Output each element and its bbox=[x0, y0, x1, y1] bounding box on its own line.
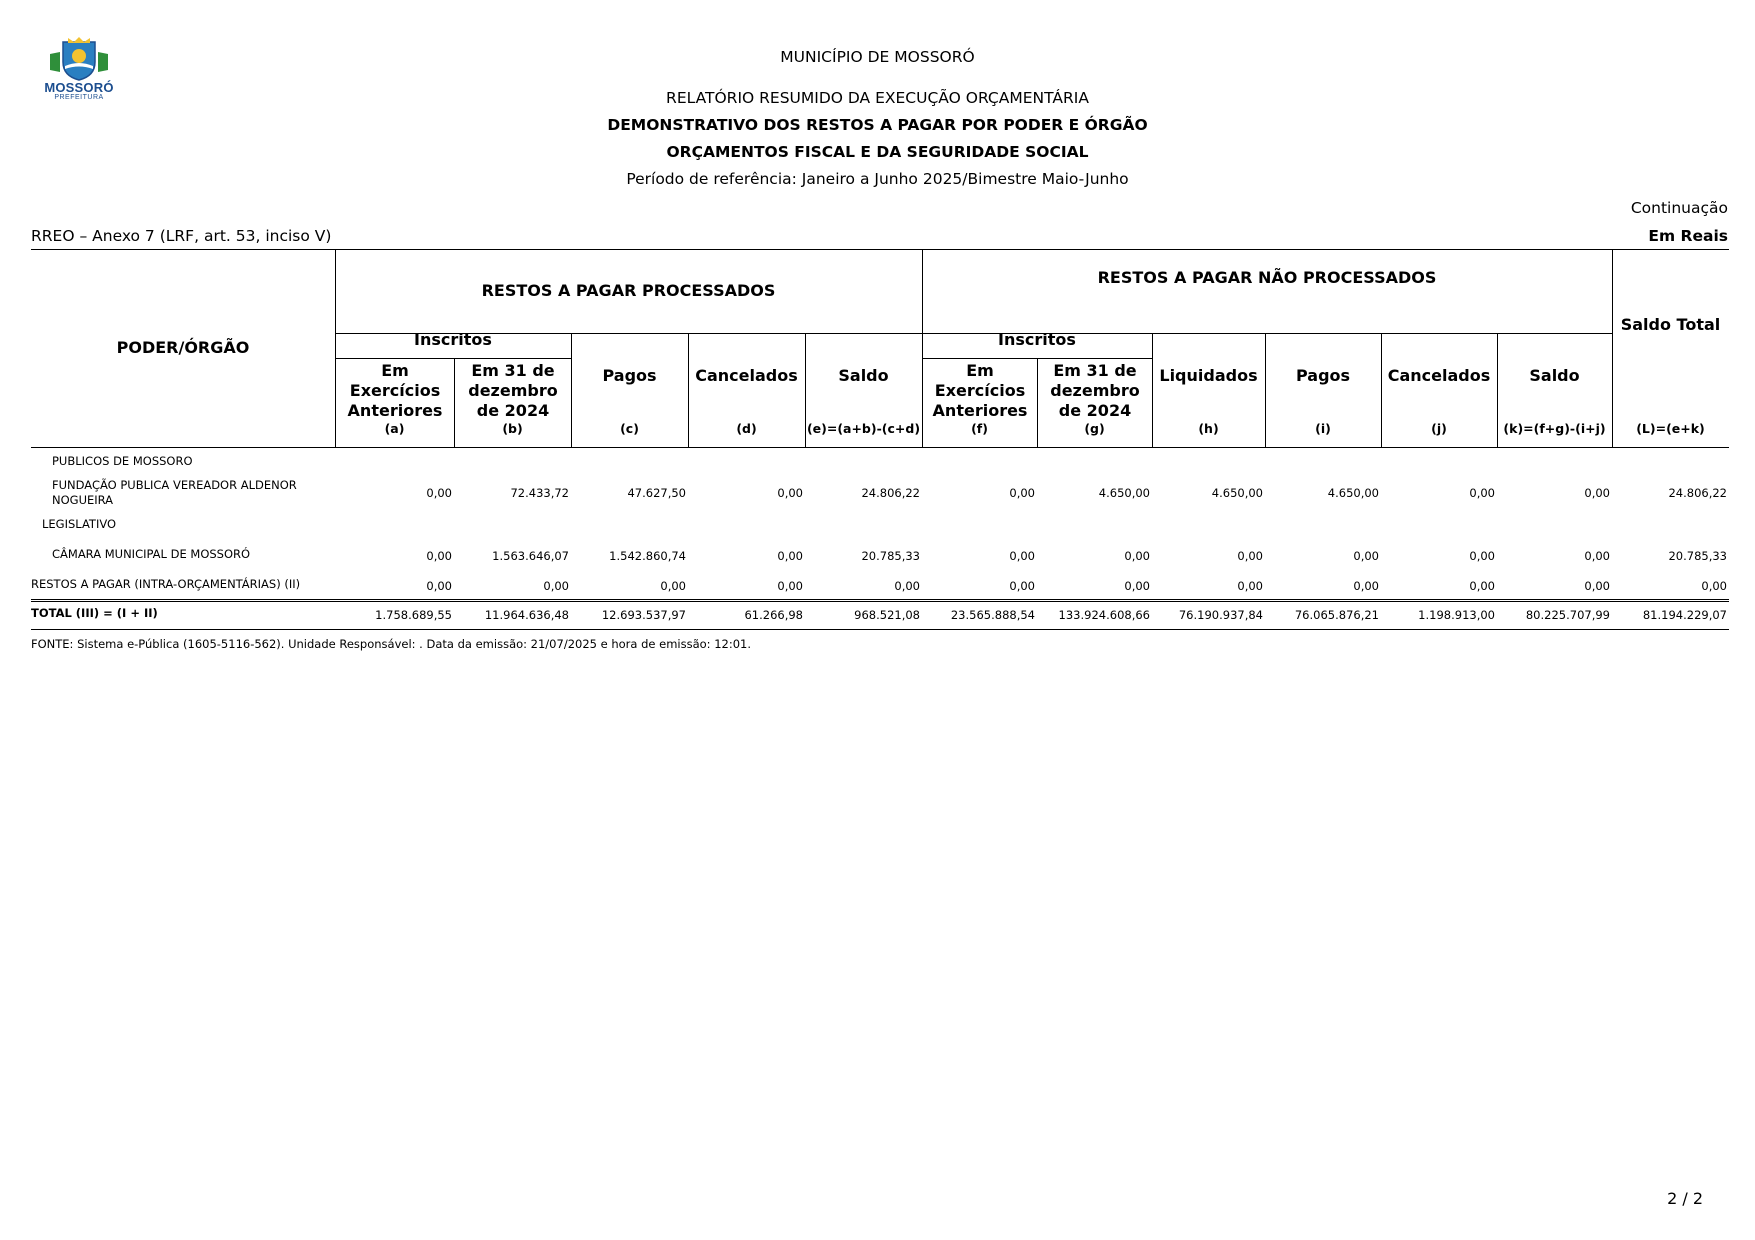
column-header-g: Em 31 de dezembro de 2024 bbox=[1050, 361, 1140, 420]
table-cell: 0,00 bbox=[1469, 579, 1495, 593]
row-label: TOTAL (III) = (I + II) bbox=[31, 606, 158, 620]
group-header-nao-processados: RESTOS A PAGAR NÃO PROCESSADOS bbox=[1097, 268, 1437, 287]
table-cell: 0,00 bbox=[426, 549, 452, 563]
table-cell: 0,00 bbox=[777, 579, 803, 593]
column-code-a: (a) bbox=[384, 421, 405, 436]
table-cell: 0,00 bbox=[1469, 549, 1495, 563]
column-header-i: Pagos bbox=[1295, 366, 1351, 385]
table-cell: 4.650,00 bbox=[1327, 486, 1379, 500]
report-title: RELATÓRIO RESUMIDO DA EXECUÇÃO ORÇAMENTÁRIA bbox=[666, 89, 1089, 107]
table-cell: 1.198.913,00 bbox=[1418, 608, 1495, 622]
row-label: FUNDAÇÃO PUBLICA VEREADOR ALDENOR NOGUEIRA bbox=[52, 478, 297, 507]
table-cell: 0,00 bbox=[777, 486, 803, 500]
table-cell: 4.650,00 bbox=[1098, 486, 1150, 500]
table-cell: 81.194.229,07 bbox=[1642, 608, 1727, 622]
column-code-g: (g) bbox=[1084, 421, 1105, 436]
table-cell: 0,00 bbox=[1353, 579, 1379, 593]
table-cell: 0,00 bbox=[1469, 486, 1495, 500]
table-cell: 0,00 bbox=[1237, 579, 1263, 593]
table-cell: 0,00 bbox=[1584, 549, 1610, 563]
column-header-saldo-total: Saldo Total bbox=[1620, 315, 1721, 334]
table-cell: 0,00 bbox=[426, 579, 452, 593]
table-cell: 968.521,08 bbox=[854, 608, 920, 622]
continuation-label: Continuação bbox=[1630, 199, 1728, 217]
column-header-j: Cancelados bbox=[1387, 366, 1491, 385]
logo-name: MOSSORÓ bbox=[44, 80, 114, 95]
table-cell: 80.225.707,99 bbox=[1525, 608, 1610, 622]
document-title: DEMONSTRATIVO DOS RESTOS A PAGAR POR PODER E ÓRGÃO bbox=[607, 116, 1148, 134]
row-label: RESTOS A PAGAR (INTRA-ORÇAMENTÁRIAS) (II) bbox=[31, 577, 301, 591]
table-cell: 20.785,33 bbox=[861, 549, 920, 563]
table-cell: 0,00 bbox=[1701, 579, 1727, 593]
column-code-d: (d) bbox=[736, 421, 757, 436]
column-header-a: Em Exercícios Anteriores bbox=[347, 361, 443, 420]
column-header-f: Em Exercícios Anteriores bbox=[932, 361, 1028, 420]
annex-label: RREO – Anexo 7 (LRF, art. 53, inciso V) bbox=[31, 227, 332, 245]
table-cell: 0,00 bbox=[660, 579, 686, 593]
table-cell: 0,00 bbox=[1584, 579, 1610, 593]
column-code-i: (i) bbox=[1315, 421, 1331, 436]
table-cell: 0,00 bbox=[1584, 486, 1610, 500]
table-cell: 76.065.876,21 bbox=[1294, 608, 1379, 622]
table-cell: 0,00 bbox=[1124, 579, 1150, 593]
column-code-h: (h) bbox=[1198, 421, 1219, 436]
table-cell: 1.758.689,55 bbox=[375, 608, 452, 622]
table-cell: 133.924.608,66 bbox=[1058, 608, 1150, 622]
table-cell: 76.190.937,84 bbox=[1178, 608, 1263, 622]
table-cell: 0,00 bbox=[777, 549, 803, 563]
source-note: FONTE: Sistema e-Pública (1605-5116-562). Unidade Responsável: . Data da emissão: 21/07/2025 e hora de emissão: 12:01. bbox=[31, 637, 751, 651]
column-header-e: Saldo bbox=[838, 366, 889, 385]
column-header-b: Em 31 de dezembro de 2024 bbox=[468, 361, 558, 420]
column-code-k: (k)=(f+g)-(i+j) bbox=[1503, 421, 1606, 436]
table-cell: 72.433,72 bbox=[510, 486, 569, 500]
table-cell: 0,00 bbox=[426, 486, 452, 500]
column-code-f: (f) bbox=[971, 421, 988, 436]
table-cell: 47.627,50 bbox=[627, 486, 686, 500]
column-header-c: Pagos bbox=[602, 366, 657, 385]
municipality-title: MUNICÍPIO DE MOSSORÓ bbox=[780, 48, 975, 66]
total-separator bbox=[31, 599, 1729, 600]
table-cell: 0,00 bbox=[543, 579, 569, 593]
table-cell: 0,00 bbox=[1009, 486, 1035, 500]
column-code-j: (j) bbox=[1431, 421, 1447, 436]
table-cell: 1.563.646,07 bbox=[492, 549, 569, 563]
table-cell: 12.693.537,97 bbox=[601, 608, 686, 622]
group-header-processados: RESTOS A PAGAR PROCESSADOS bbox=[481, 281, 776, 300]
row-label: LEGISLATIVO bbox=[42, 517, 117, 531]
table-cell: 61.266,98 bbox=[744, 608, 803, 622]
document-subtitle: ORÇAMENTOS FISCAL E DA SEGURIDADE SOCIAL bbox=[666, 143, 1089, 161]
page-number: 2 / 2 bbox=[1667, 1189, 1703, 1208]
table-cell: 0,00 bbox=[1009, 579, 1035, 593]
table-cell: 0,00 bbox=[894, 579, 920, 593]
table-cell: 0,00 bbox=[1124, 549, 1150, 563]
column-code-l: (L)=(e+k) bbox=[1636, 421, 1705, 436]
table-cell: 4.650,00 bbox=[1211, 486, 1263, 500]
column-code-c: (c) bbox=[620, 421, 639, 436]
table-cell: 11.964.636,48 bbox=[484, 608, 569, 622]
table-cell: 24.806,22 bbox=[1668, 486, 1727, 500]
inscritos-header-nao-processados: Inscritos bbox=[998, 330, 1076, 349]
column-code-b: (b) bbox=[502, 421, 523, 436]
column-header-d: Cancelados bbox=[695, 366, 798, 385]
table-cell: 20.785,33 bbox=[1668, 549, 1727, 563]
row-label: CÂMARA MUNICIPAL DE MOSSORÓ bbox=[52, 547, 251, 561]
column-code-e: (e)=(a+b)-(c+d) bbox=[806, 421, 921, 436]
currency-unit: Em Reais bbox=[1648, 227, 1728, 245]
table-cell: 0,00 bbox=[1353, 549, 1379, 563]
column-header-h: Liquidados bbox=[1159, 366, 1258, 385]
table-cell: 24.806,22 bbox=[861, 486, 920, 500]
table-bottom-rule bbox=[31, 629, 1729, 630]
reference-period: Período de referência: Janeiro a Junho 2025/Bimestre Maio-Junho bbox=[626, 170, 1129, 188]
column-header-poder: PODER/ÓRGÃO bbox=[116, 338, 250, 357]
inscritos-header-processados: Inscritos bbox=[414, 330, 492, 349]
row-label: PUBLICOS DE MOSSORO bbox=[52, 454, 193, 468]
table-cell: 1.542.860,74 bbox=[609, 549, 686, 563]
table-cell: 23.565.888,54 bbox=[950, 608, 1035, 622]
logo-subtitle: PREFEITURA bbox=[54, 94, 104, 101]
table-cell: 0,00 bbox=[1009, 549, 1035, 563]
column-header-k: Saldo bbox=[1529, 366, 1580, 385]
table-cell: 0,00 bbox=[1237, 549, 1263, 563]
